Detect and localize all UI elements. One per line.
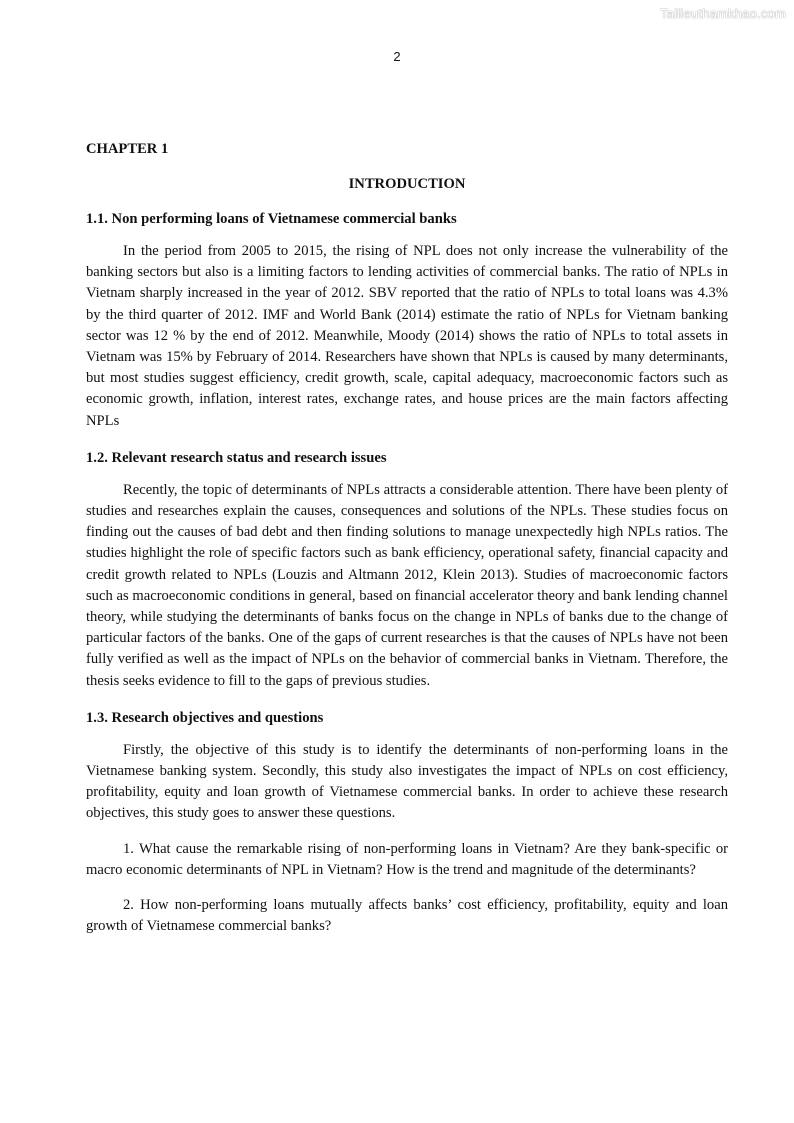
section-1-3 <box>86 708 728 938</box>
research-question-1: 1. What cause the remarkable rising of non-performing loans in Vietnam? Are they bank-specific or macro economic determinants of NPL in Vietnam? How is the trend and magnitude of the determinants? <box>86 840 728 878</box>
paragraph: Recently, the topic of determinants of NPLs attracts a considerable attention. There have been plenty of studies and researches explain the causes, consequences and solutions of the NPLs. These studies focus on finding out the causes of bad debt and then finding solutions to manage unexpectedly high NPLs ratios. The studies highlight the role of specific factors such as bank efficiency, operational safety, financial capacity and credit growth related to NPLs (Louzis and Altmann 2012, Klein 2013). Studies of macroeconomic factors such as macroeconomic conditions in general, based on financial accelerator theory and bank lending channel theory, while studying the determinants of banks focus on the change in NPLs of banks due to the change of particular factors of the banks. One of the gaps of current researches is that the causes of NPLs have not been fully verified as well as the impact of NPLs on the behavior of commercial banks in Vietnam. Therefore, the thesis seeks evidence to fill to the gaps of previous studies. <box>86 481 728 689</box>
section-heading: 1.2. Relevant research status and research issues <box>86 449 387 466</box>
watermark: Tailieuthamkhao.com <box>660 6 786 21</box>
chapter-title: INTRODUCTION <box>348 176 466 192</box>
section-heading: 1.3. Research objectives and questions <box>86 709 324 726</box>
page-number: 2 <box>393 49 401 64</box>
chapter-label: CHAPTER 1 <box>86 141 169 157</box>
section-1-2 <box>86 448 728 692</box>
paragraph: In the period from 2005 to 2015, the rising of NPL does not only increase the vulnerability of the banking sectors but also is a limiting factors to lending activities of commercial banks. The ratio of NPLs in Vietnam sharply increased in the year of 2012. SBV reported that the ratio of NPLs to total loans was 4.3% by the third quarter of 2012. IMF and World Bank (2014) estimate the ratio of NPLs for Vietnam banking sector was 12 % by the end of 2012. Meanwhile, Moody (2014) shows the ratio of NPLs to total assets in Vietnam was 15% by February of 2014. Researchers have shown that NPLs is caused by many determinants, but most studies suggest efficiency, credit growth, scale, capital adequacy, macroeconomic factors such as economic growth, inflation, interest rates, exchange rates, and house prices are the main factors affecting NPLs <box>86 243 728 429</box>
section-heading: 1.1. Non performing loans of Vietnamese commercial banks <box>86 211 457 227</box>
paragraph: Firstly, the objective of this study is to identify the determinants of non-performing loans in the Vietnamese banking system. Secondly, this study also investigates the impact of NPLs on cost efficiency, profitability, equity and loan growth of Vietnamese commercial banks. In order to achieve these research objectives, this study goes to answer these questions. <box>86 741 728 822</box>
section-1-1 <box>86 209 728 432</box>
document-body <box>86 140 728 937</box>
research-question-2: 2. How non-performing loans mutually affects banks’ cost efficiency, profitability, equity and loan growth of Vietnamese commercial banks? <box>86 897 728 935</box>
